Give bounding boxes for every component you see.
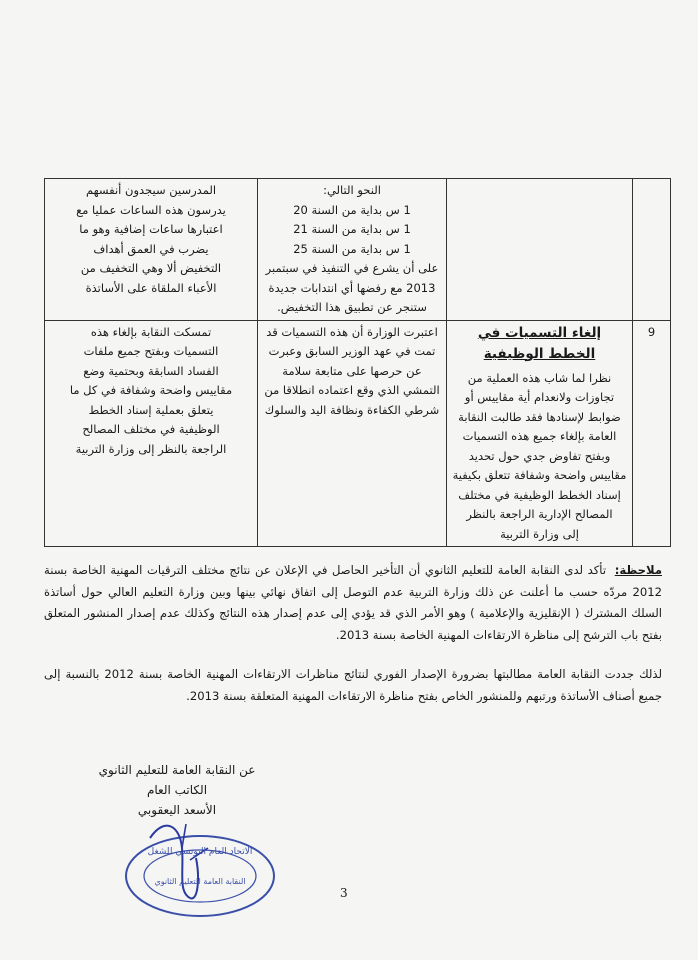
text-line: 1 س بداية من السنة 21 [293, 222, 411, 236]
text-line: ضوابط لإسنادها فقد طالبت النقابة [458, 409, 621, 424]
text-line: العامة بإلغاء جميع هذه التسميات [462, 429, 617, 443]
text-line: الأعباء الملقاة على الأساتذة [85, 280, 217, 295]
table-row [45, 320, 671, 547]
ministry-response-cell [258, 179, 447, 321]
text-line: تجاوزات ولانعدام أية مقاييس أو [464, 390, 615, 404]
text-line: الوظيفية في مختلف المصالح [82, 422, 220, 436]
text-line: الراجعة بالنظر إلى وزارة التربية [75, 441, 227, 456]
text-line: مقاييس واضحة وشفافة في كل ما [69, 383, 233, 397]
text-line: نظرا لما شاب هذه العملية من [467, 370, 612, 385]
text-line: شرطي الكفاءة ونظافة اليد والسلوك [264, 402, 440, 417]
note-text: تأكد لدى النقابة العامة للتعليم الثانوي أن التأخير الحاصل في الإعلان عن نتائج مختلف الترقيات المهنية الخاصة بسنة 2012 مردّه حسب ما أعلنت عن ذلك وزارة التربية عدم التوصل إلى اتفاق نهائي بينها وبين وزارة التعليم العالي حول أساتذة السلك المشترك ( الإنقليزية والإعلامية ) وهو الأمر الذي قد يؤدي إلى عدم إصدار هذه النتائج وكذلك عدم إصدار المنشور المتعلق بفتح باب الترشح إلى مناظرة الارتقاءات المهنية الخاصة بسنة 2013. [44, 563, 662, 642]
text-line: وبفتح تفاوض جدي حول تحديد [468, 448, 611, 463]
subject-cell [447, 179, 633, 321]
table-row [45, 179, 671, 321]
stamp-outer-text: الاتحاد العام التونسي للشغل [147, 847, 253, 857]
union-stamp [120, 818, 278, 922]
subject-cell [447, 320, 633, 547]
note-paragraph [44, 560, 662, 646]
note-label: ملاحظة: [614, 563, 663, 577]
union-position-cell [45, 179, 258, 321]
text-line: المدرسين سيجدون أنفسهم [85, 183, 217, 197]
row-number: 9 [633, 320, 671, 547]
text-line: التسميات وبفتح جميع ملفات [83, 344, 219, 358]
text-line: التمشي الذي وقع اعتماده انطلاقا من [264, 383, 440, 397]
signature-role: الكاتب العام [146, 783, 208, 797]
text-line: تمسكت النقابة بإلغاء هذه [90, 324, 212, 339]
text-line: 1 س بداية من السنة 20 [293, 202, 411, 217]
demands-table [44, 178, 671, 547]
page-number: 3 [340, 886, 348, 900]
union-position-cell [45, 320, 258, 547]
text-line: مقاييس واضحة وشفافة تتعلق بكيفية [452, 468, 627, 482]
subject-title: إلغاء التسميات في الخطط الوظيفية [477, 324, 602, 362]
signature-name: الأسعد اليعقوبي [137, 803, 217, 817]
text-line: عن حرصها على متابعة سلامة [282, 363, 422, 378]
text-line: يدرسون هذه الساعات عمليا مع [76, 202, 226, 217]
text-line: 2013 مع رفضها أي انتدابات جديدة [268, 280, 436, 295]
text-line: اعتبارها ساعات إضافية وهو ما [79, 222, 223, 236]
text-line: ستنجر عن تطبيق هذا التخفيض. [277, 300, 427, 314]
text-line: إسناد الخطط الوظيفية في مختلف [458, 487, 621, 502]
text-line: يتعلق بعملية إسناد الخطط [88, 402, 214, 417]
signature-org: عن النقابة العامة للتعليم الثانوي [98, 763, 256, 777]
signature-block [82, 760, 272, 820]
text-line: تمت في عهد الوزير السابق وعبرت [268, 344, 436, 358]
text-line: المصالح الإدارية الراجعة بالنظر [466, 507, 613, 521]
text-line: على أن يشرع في التنفيذ في سبتمبر [265, 261, 439, 275]
text-line: النحو التالي: [323, 183, 381, 197]
row-number [633, 179, 671, 321]
text-line: إلى وزارة التربية [500, 526, 579, 541]
followup-paragraph: لذلك جددت النقابة العامة مطالبتها بضرورة الإصدار الفوري لنتائج مناظرات الارتقاءات المهنية الخاصة بسنة 2012 بالنسبة إلى جميع أصناف الأساتذة ورتبهم وللمنشور الخاص بفتح مناظرة الارتقاءات المهنية المتعلقة بسنة 2013. [44, 667, 662, 703]
stamp-inner-text: النقابة العامة للتعليم الثانوي [154, 877, 246, 886]
text-line: اعتبرت الوزارة أن هذه التسميات قد [266, 324, 438, 339]
text-line: الفساد السابقة وبحتمية وضع [83, 363, 219, 378]
ministry-response-cell [258, 320, 447, 547]
text-line: يضرب في العمق أهداف [93, 241, 209, 256]
text-line: 1 س بداية من السنة 25 [293, 241, 411, 256]
text-line: التخفيض ألا وهي التخفيف من [80, 261, 222, 275]
